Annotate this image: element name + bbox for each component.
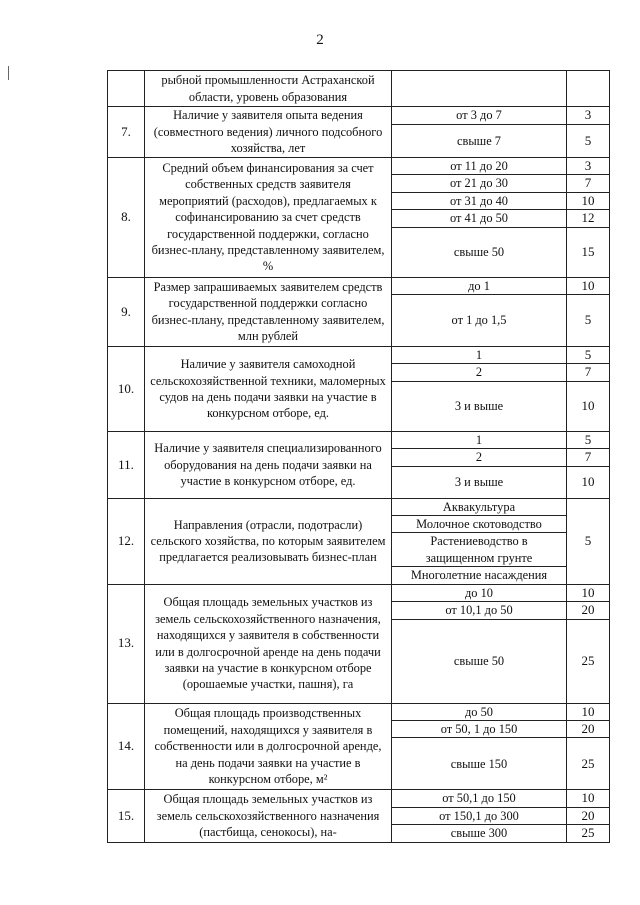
criterion-points: 20: [567, 807, 610, 824]
criterion-value: свыше 50: [392, 227, 567, 277]
criterion-value: свыше 300: [392, 825, 567, 842]
table-row: [108, 347, 610, 364]
criterion-description: Наличие у заявителя самоходной сельскохозяйственной техники, маломерных судов на день подачи заявки на участие в конкурсном отборе, ед.: [145, 347, 392, 432]
criterion-description: Общая площадь земельных участков из земель сельскохозяйственного назначения, находящихся у заявителя в собственности или в долгосрочной аренде на день подачи заявки на участие в конкурсном отборе (орошаемые участки, пашня), га: [145, 584, 392, 703]
table-row: [108, 158, 610, 175]
criterion-value: свыше 7: [392, 125, 567, 158]
criterion-value: от 21 до 30: [392, 175, 567, 192]
row-number: 10.: [108, 347, 145, 432]
criterion-points: 10: [567, 703, 610, 720]
criterion-points: 5: [567, 431, 610, 448]
criterion-value: от 11 до 20: [392, 158, 567, 175]
criterion-value: от 10,1 до 50: [392, 602, 567, 619]
criterion-value: от 150,1 до 300: [392, 807, 567, 824]
criterion-value: до 50: [392, 703, 567, 720]
criterion-points: 10: [567, 277, 610, 294]
row-number: 12.: [108, 498, 145, 584]
row-number: 8.: [108, 158, 145, 278]
criterion-description: Общая площадь производственных помещений, находящихся у заявителя в собственности или в долгосрочной аренде, на день подачи заявки на участие в конкурсном отборе, м²: [145, 703, 392, 790]
criterion-value: 1: [392, 347, 567, 364]
criterion-value: 2: [392, 364, 567, 381]
row-number: [108, 71, 145, 107]
criterion-description: Направления (отрасли, подотрасли) сельского хозяйства, по которым заявителем предлагается реализовывать бизнес-план: [145, 498, 392, 584]
table-row: [108, 498, 610, 515]
criterion-description: Наличие у заявителя опыта ведения (совместного ведения) личного подсобного хозяйства, лет: [145, 107, 392, 158]
row-number: 13.: [108, 584, 145, 703]
table-row: [108, 71, 610, 107]
margin-mark: [8, 66, 9, 80]
criterion-points: 3: [567, 158, 610, 175]
criterion-points: 12: [567, 210, 610, 227]
criterion-value: 2: [392, 449, 567, 466]
criterion-value: свыше 150: [392, 738, 567, 790]
criterion-points: 7: [567, 175, 610, 192]
criterion-points: 25: [567, 825, 610, 842]
criterion-points: 5: [567, 125, 610, 158]
table-row: [108, 703, 610, 720]
criterion-value: до 1: [392, 277, 567, 294]
page-number: 2: [316, 32, 324, 48]
criterion-value: 1: [392, 431, 567, 448]
criterion-points: 10: [567, 790, 610, 807]
criterion-description: рыбной промышленности Астраханской области, уровень образования: [145, 71, 392, 107]
criterion-points: 7: [567, 449, 610, 466]
table-row: [108, 584, 610, 601]
criterion-value: Молочное скотоводство: [392, 516, 567, 533]
criterion-value: свыше 50: [392, 619, 567, 703]
criterion-description: Размер запрашиваемых заявителем средств государственной поддержки согласно бизнес-плану, представленному заявителем, млн рублей: [145, 277, 392, 346]
criterion-value: от 31 до 40: [392, 192, 567, 209]
criterion-points: 25: [567, 619, 610, 703]
criterion-description: Общая площадь земельных участков из земель сельскохозяйственного назначения (пастбища, сенокосы), на-: [145, 790, 392, 842]
criterion-points: 25: [567, 738, 610, 790]
criterion-points: 3: [567, 107, 610, 125]
criterion-points: 5: [567, 347, 610, 364]
criterion-value: от 1 до 1,5: [392, 295, 567, 347]
criterion-points: 20: [567, 602, 610, 619]
criterion-value: от 3 до 7: [392, 107, 567, 125]
criterion-points: 20: [567, 720, 610, 737]
row-number: 15.: [108, 790, 145, 842]
criterion-value: от 41 до 50: [392, 210, 567, 227]
criterion-value: от 50,1 до 150: [392, 790, 567, 807]
criterion-points: 10: [567, 381, 610, 431]
criterion-description: Наличие у заявителя специализированного оборудования на день подачи заявки на участие в конкурсном отборе, ед.: [145, 431, 392, 498]
criterion-value: до 10: [392, 584, 567, 601]
criterion-points: 5: [567, 498, 610, 584]
criteria-table: [107, 70, 610, 843]
criterion-description: Средний объем финансирования за счет собственных средств заявителя мероприятий (расходов), предлагаемых к софинансированию за счет средств государственной поддержки, согласно бизнес-плану, представленному заявителем, %: [145, 158, 392, 278]
criterion-value: Растениеводство в защищенном грунте: [392, 533, 567, 567]
table-row: [108, 431, 610, 448]
criterion-points: 10: [567, 466, 610, 498]
criterion-value: 3 и выше: [392, 381, 567, 431]
row-number: 9.: [108, 277, 145, 346]
criterion-points: 15: [567, 227, 610, 277]
table-row: [108, 277, 610, 294]
criterion-points: 7: [567, 364, 610, 381]
criterion-value: [392, 71, 567, 107]
table-row: [108, 790, 610, 807]
criterion-value: Аквакультура: [392, 498, 567, 515]
criterion-value: Многолетние насаждения: [392, 567, 567, 584]
table-row: [108, 107, 610, 125]
row-number: 11.: [108, 431, 145, 498]
criterion-points: 5: [567, 295, 610, 347]
row-number: 14.: [108, 703, 145, 790]
row-number: 7.: [108, 107, 145, 158]
criterion-value: от 50, 1 до 150: [392, 720, 567, 737]
criterion-points: [567, 71, 610, 107]
criterion-points: 10: [567, 192, 610, 209]
criterion-value: 3 и выше: [392, 466, 567, 498]
criterion-points: 10: [567, 584, 610, 601]
